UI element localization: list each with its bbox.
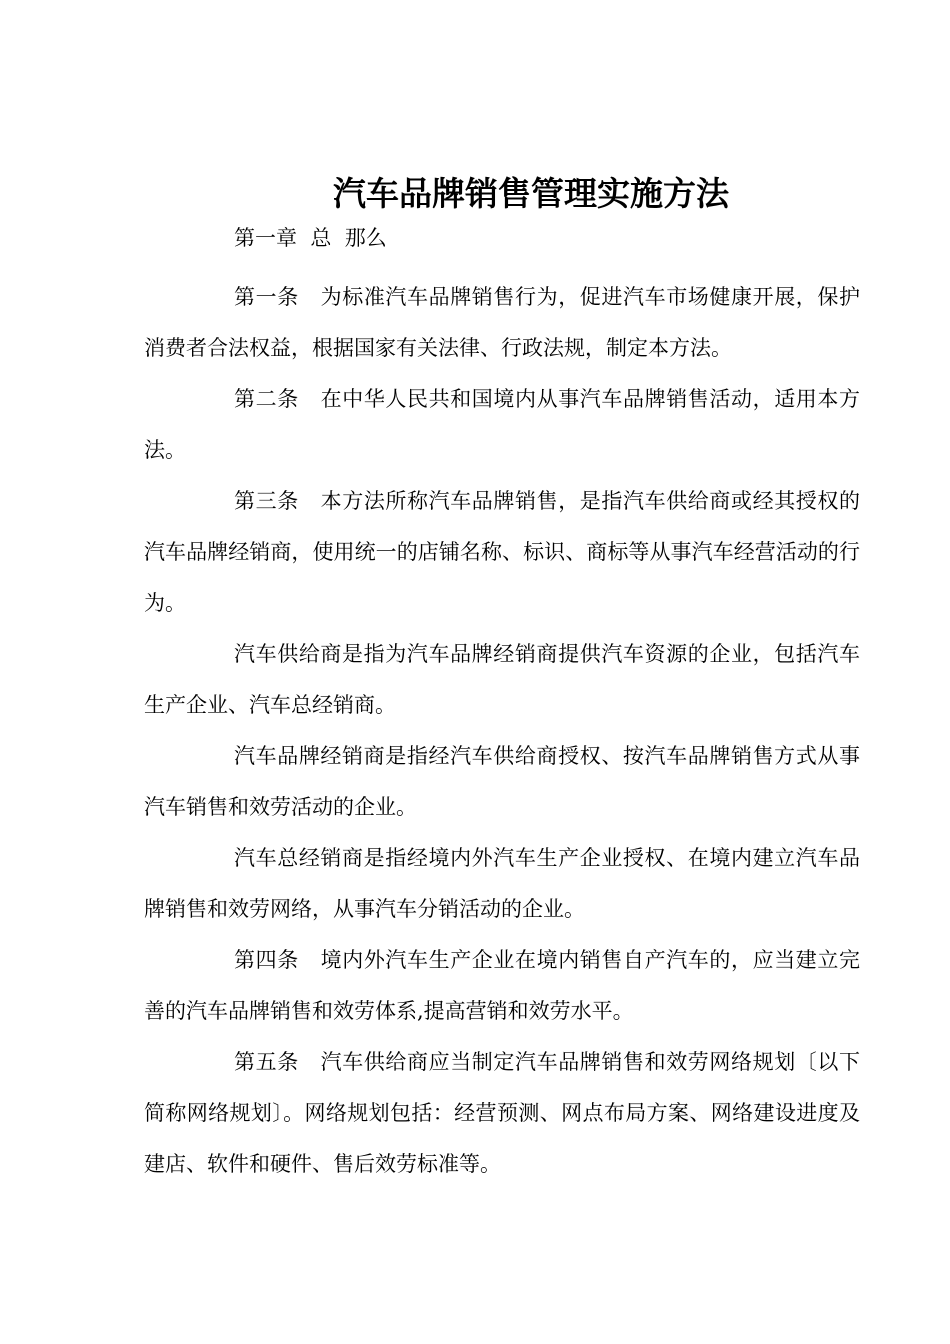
- general-distributor-definition-paragraph: 汽车总经销商是指经境内外汽车生产企业授权、在境内建立汽车品牌销售和效劳网络，从事汽车分销活动的企业。: [144, 846, 860, 921]
- supplier-definition-paragraph: 汽车供给商是指为汽车品牌经销商提供汽车资源的企业，包括汽车生产企业、汽车总经销商。: [144, 642, 860, 717]
- document-title: 汽车品牌销售管理实施方法: [333, 174, 729, 213]
- chapter-heading: 第一章 总 那么: [234, 226, 387, 250]
- article-3-paragraph: 第三条 本方法所称汽车品牌销售，是指汽车供给商或经其授权的汽车品牌经销商，使用统一的店铺名称、标识、商标等从事汽车经营活动的行为。: [144, 489, 860, 615]
- article-5-paragraph: 第五条 汽车供给商应当制定汽车品牌销售和效劳网络规划〔以下简称网络规划〕。网络规划包括：经营预测、网点布局方案、网络建设进度及建店、软件和硬件、售后效劳标准等。: [144, 1050, 860, 1176]
- dealer-definition-paragraph: 汽车品牌经销商是指经汽车供给商授权、按汽车品牌销售方式从事汽车销售和效劳活动的企业。: [144, 744, 860, 819]
- article-4-paragraph: 第四条 境内外汽车生产企业在境内销售自产汽车的，应当建立完善的汽车品牌销售和效劳体系,提高营销和效劳水平。: [144, 948, 860, 1023]
- article-2-paragraph: 第二条 在中华人民共和国境内从事汽车品牌销售活动，适用本方法。: [144, 387, 860, 462]
- document-body: [144, 272, 860, 1190]
- article-1-paragraph: 第一条 为标准汽车品牌销售行为，促进汽车市场健康开展，保护消费者合法权益，根据国家有关法律、行政法规，制定本方法。: [144, 285, 860, 360]
